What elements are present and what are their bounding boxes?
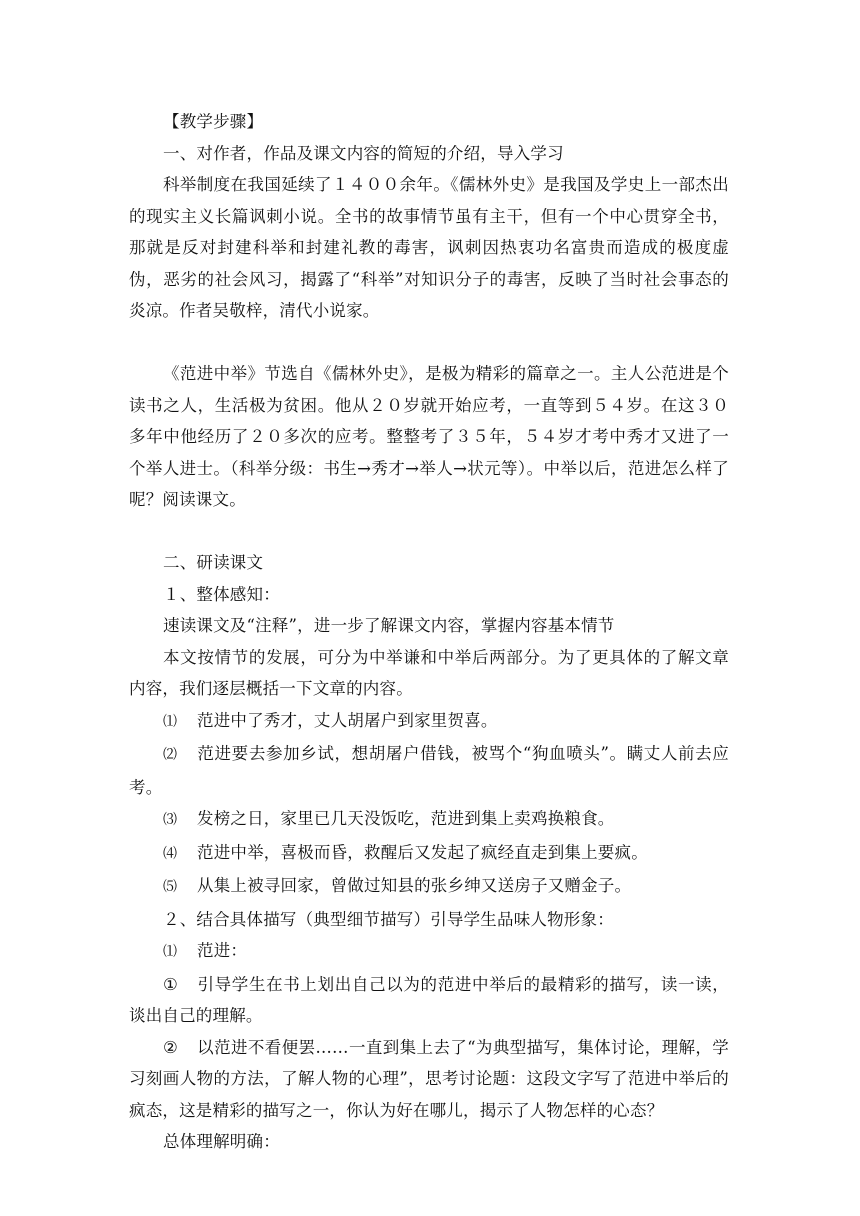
character-item-number: ⑴: [163, 944, 178, 960]
plot-item-text: 范进要去参加乡试，想胡屠户借钱，被骂个“狗血喷头”。瞒丈人前去应考。: [129, 744, 729, 797]
discussion-point-text: 引导学生在书上划出自己以为的范进中举后的最精彩的描写，读一读，谈出自己的理解。: [129, 974, 729, 1025]
paragraph-background: 科举制度在我国延续了１４００余年。《儒林外史》是我国及学史上一部杰出的现实主义长篇讽刺小说。全书的故事情节虽有主干，但有一个中心贯穿全书，那就是反对封建科举和封建礼教的毒害，讽刺因热衷功名富贵而造成的极度虚伪，恶劣的社会风习，揭露了“科举”对知识分子的毒害，反映了当时社会事态的炎凉。作者吴敬梓，清代小说家。: [129, 175, 729, 320]
plot-item-text: 发榜之日，家里已几天没饭吃，范进到集上卖鸡换粮食。: [197, 809, 615, 828]
plot-item: [129, 803, 729, 837]
plot-item: [129, 738, 729, 803]
plot-item: [129, 705, 729, 739]
discussion-point-number: ①: [163, 974, 178, 994]
plot-list: [129, 705, 729, 904]
discussion-point: [129, 969, 729, 1032]
plot-item-text: 范进中举，喜极而昏，救醒后又发起了疯经直走到集上要疯。: [197, 842, 648, 862]
subsection-1-title: １、整体感知：: [163, 584, 280, 604]
conclusion-label: 总体理解明确：: [163, 1132, 280, 1151]
teaching-steps-heading: 【教学步骤】: [163, 112, 264, 131]
subsection-1-line-2: 本文按情节的发展，可分为中举谦和中举后两部分。为了更具体的了解文章内容，我们逐层概括一下文章的内容。: [129, 647, 729, 698]
paragraph-summary: 《范进中举》节选自《儒林外史》，是极为精彩的篇章之一。主人公范进是个读书之人，生活极为贫困。他从２０岁就开始应考，一直等到５４岁。在这３０多年中他经历了２０多次的应考。整整考了３５年，５４岁才考中秀才又进了一个举人进士。（科举分级：书生→秀才→举人→状元等）。中举以后，范进怎么样了呢？阅读课文。: [129, 364, 729, 509]
subsection-1-line-1: 速读课文及“注释”，进一步了解课文内容，掌握内容基本情节: [163, 616, 615, 635]
plot-item-text: 范进中了秀才，丈人胡屠户到家里贺喜。: [197, 710, 498, 730]
discussion-point: [129, 1032, 729, 1127]
blank-line: [129, 327, 729, 359]
plot-item-number: ⑷: [163, 845, 178, 862]
character-item: [129, 935, 729, 969]
subsection-2-title: ２、结合具体描写（典型细节描写）引导学生品味人物形象：: [163, 909, 614, 929]
document-body: [129, 106, 729, 1158]
plot-item-number: ⑴: [163, 713, 178, 730]
plot-item-number: ⑶: [163, 812, 178, 828]
section-1-title: 一、对作者，作品及课文内容的简短的介绍，导入学习: [163, 143, 564, 163]
plot-item: [129, 870, 729, 904]
plot-item: [129, 837, 729, 871]
plot-item-number: ⑵: [163, 747, 178, 763]
blank-line: [129, 516, 729, 548]
plot-item-text: 从集上被寻回家，曾做过知县的张乡绅又送房子又赠金子。: [197, 876, 632, 895]
plot-item-number: ⑸: [163, 879, 178, 895]
character-item-text: 范进：: [197, 941, 248, 960]
section-2-title: 二、研读课文: [163, 553, 264, 572]
discussion-point-number: ②: [163, 1037, 178, 1057]
discussion-point-text: 以范进不看便罢……一直到集上去了“为典型描写，集体讨论，理解，学习刻画人物的方法，了解人物的心理”，思考讨论题：这段文字写了范进中举后的疯态，这是精彩的描写之一，你认为好在哪儿，揭示了人物怎样的心态？: [129, 1037, 729, 1120]
